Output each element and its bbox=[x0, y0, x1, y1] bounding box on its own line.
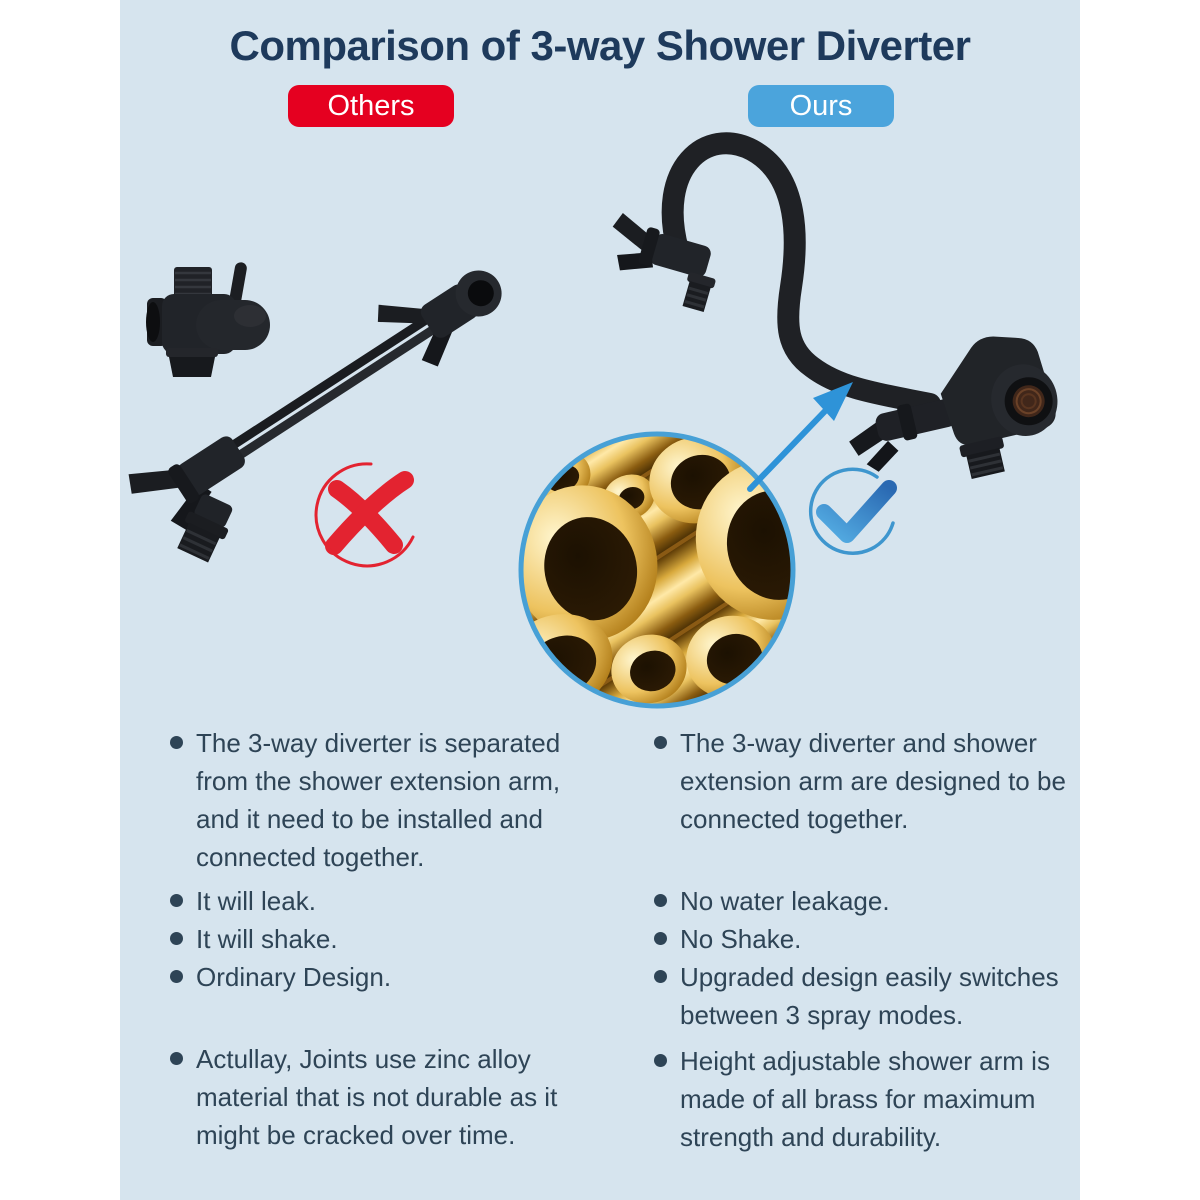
ours-points-list bbox=[652, 724, 1077, 1156]
others-product-image bbox=[119, 243, 520, 564]
comparison-point: The 3-way diverter is separated from the shower extension arm, and it need to be installed and connected together. bbox=[168, 724, 593, 876]
comparison-point: Height adjustable shower arm is made of all brass for maximum strength and durability. bbox=[652, 1042, 1077, 1156]
gooseneck-arm bbox=[673, 143, 930, 404]
comparison-point: The 3-way diverter and shower extension arm are designed to be connected together. bbox=[652, 724, 1077, 838]
integrated-diverter-body bbox=[833, 325, 1071, 504]
separated-diverter-valve bbox=[146, 261, 270, 377]
check-mark-icon bbox=[811, 469, 893, 553]
arm-elbow-fitting bbox=[597, 211, 727, 313]
comparison-point: It will shake. bbox=[168, 920, 593, 958]
page-title: Comparison of 3-way Shower Diverter bbox=[229, 22, 971, 69]
ours-badge: Ours bbox=[748, 85, 894, 127]
comparison-point: It will leak. bbox=[168, 882, 593, 920]
comparison-point: Upgraded design easily switches between 3 spray modes. bbox=[652, 958, 1077, 1034]
comparison-point: No water leakage. bbox=[652, 882, 1077, 920]
x-mark-icon bbox=[316, 464, 413, 566]
others-badge: Others bbox=[288, 85, 454, 127]
comparison-point: Actullay, Joints use zinc alloy material that is not durable as it might be cracked over time. bbox=[168, 1040, 593, 1154]
others-points-list bbox=[168, 724, 593, 1154]
comparison-point: No Shake. bbox=[652, 920, 1077, 958]
comparison-point: Ordinary Design. bbox=[168, 958, 593, 996]
